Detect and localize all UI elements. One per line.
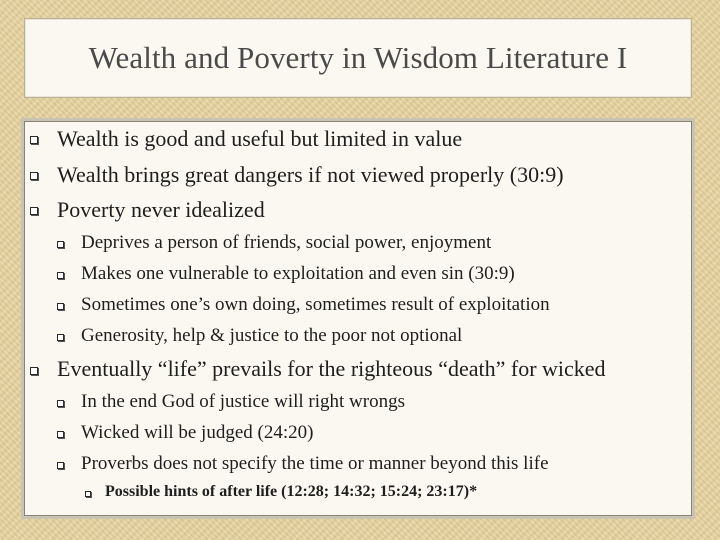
bullet-text: Wealth brings great dangers if not viewed properly (30:9)	[57, 162, 564, 187]
bullet-item	[57, 162, 564, 188]
bullet-item	[57, 197, 265, 223]
bullet-icon	[30, 207, 38, 215]
bullet-item	[81, 422, 313, 444]
bullet-item	[81, 232, 491, 254]
bullet-icon	[57, 303, 64, 310]
bullet-item	[81, 453, 549, 475]
bullet-icon	[30, 172, 38, 180]
bullet-item	[81, 391, 405, 413]
bullet-text: Sometimes one’s own doing, sometimes result of exploitation	[81, 294, 550, 315]
bullet-icon	[57, 400, 64, 407]
bullet-icon	[57, 334, 64, 341]
bullet-item	[81, 325, 462, 347]
bullet-text: Deprives a person of friends, social power, enjoyment	[81, 232, 492, 253]
bullet-text: Wealth is good and useful but limited in value	[57, 126, 463, 151]
title-box	[24, 18, 692, 98]
bullet-icon	[57, 462, 64, 469]
bullet-icon	[57, 272, 64, 279]
bullet-text: In the end God of justice will right wrongs	[81, 391, 406, 412]
bullet-text: Poverty never idealized	[57, 197, 265, 222]
bullet-item	[57, 126, 462, 152]
bullet-text: Possible hints of after life (12:28; 14:32; 15:24; 23:17)*	[105, 483, 478, 500]
slide-title: Wealth and Poverty in Wisdom Literature I	[88, 40, 628, 75]
bullet-text: Eventually “life” prevails for the righteous “death” for wicked	[57, 356, 606, 381]
bullet-text: Makes one vulnerable to exploitation and even sin (30:9)	[81, 263, 515, 284]
bullet-icon	[57, 241, 64, 248]
bullet-item	[81, 263, 515, 285]
bullet-text: Generosity, help & justice to the poor not optional	[81, 325, 463, 346]
bullet-icon	[30, 367, 38, 375]
bullet-icon	[85, 491, 91, 497]
bullet-icon	[57, 431, 64, 438]
bullet-item	[105, 482, 477, 502]
bullet-text: Proverbs does not specify the time or manner beyond this life	[81, 453, 549, 474]
bullet-icon	[30, 136, 38, 144]
bullet-item	[57, 356, 606, 382]
bullet-item	[81, 294, 550, 316]
bullet-text: Wicked will be judged (24:20)	[81, 422, 314, 443]
